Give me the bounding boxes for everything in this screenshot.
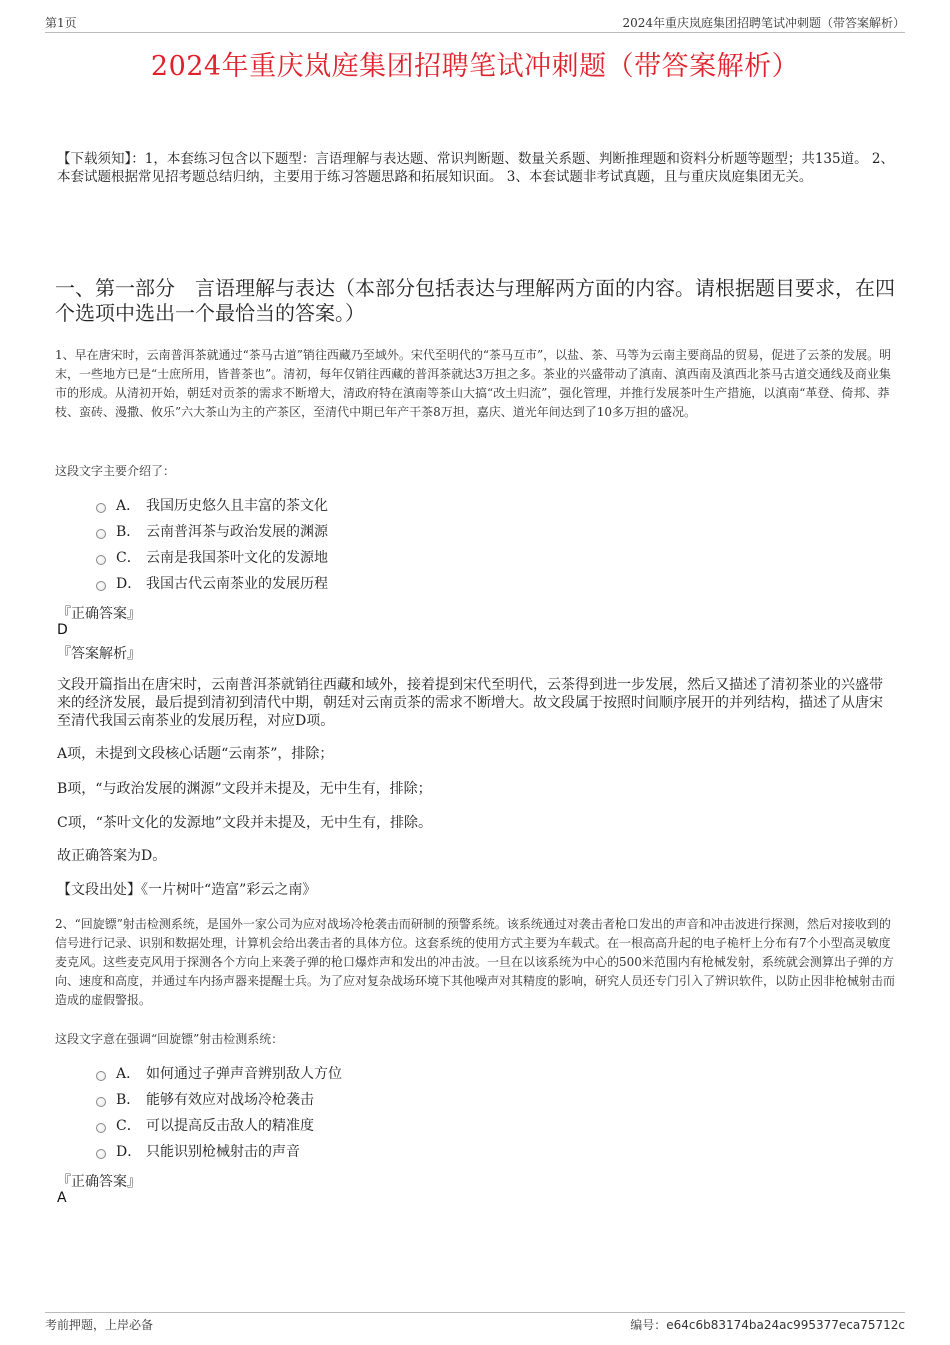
header-doc-title: 2024年重庆岚庭集团招聘笔试冲刺题（带答案解析） <box>622 16 905 30</box>
radio-icon[interactable] <box>96 1123 106 1133</box>
q1-analysis-tag: 『答案解析』 <box>57 646 141 662</box>
footer-divider <box>45 1312 905 1313</box>
header-divider <box>45 32 905 33</box>
radio-icon[interactable] <box>96 581 106 591</box>
q1-option-c[interactable] <box>96 548 328 568</box>
footer-code-label: 编号： <box>630 1318 667 1332</box>
q2-answer: A <box>57 1190 67 1206</box>
option-letter: B． <box>116 524 141 540</box>
option-text: 我国历史悠久且丰富的茶文化 <box>146 498 328 514</box>
q1-answer: D <box>57 622 68 638</box>
radio-icon[interactable] <box>96 555 106 565</box>
q2-option-c[interactable] <box>96 1116 314 1136</box>
q2-option-a[interactable] <box>96 1064 342 1084</box>
q1-analysis-main: 文段开篇指出在唐宋时，云南普洱茶就销往西藏和域外，接着提到宋代至明代，云茶得到进一步发展，然后又描述了清初茶业的兴盛带来的经济发展，最后提到清初到清代中期，朝廷对云南贡茶的需求不断增大。故文段属于按照时间顺序展开的并列结构，描述了从唐宋至清代我国云南茶业的发展历程，对应D项。 <box>57 677 883 729</box>
q1-option-b[interactable] <box>96 522 328 542</box>
radio-icon[interactable] <box>96 529 106 539</box>
question-1-prompt: 这段文字主要介绍了： <box>55 464 176 478</box>
q1-option-d[interactable] <box>96 574 328 594</box>
q1-conclusion: 故正确答案为D。 <box>57 848 167 864</box>
option-letter: A． <box>116 1066 141 1082</box>
q1-source: 【文段出处】《一片树叶“造富”彩云之南》 <box>57 882 317 898</box>
q2-answer-tag: 『正确答案』 <box>57 1174 141 1190</box>
radio-icon[interactable] <box>96 1071 106 1081</box>
option-text: 云南普洱茶与政治发展的渊源 <box>146 524 328 540</box>
question-1-text: 1、早在唐宋时，云南普洱茶就通过“茶马古道”销往西藏乃至域外。宋代至明代的“茶马互市”，以盐、茶、马等为云南主要商品的贸易，促进了云茶的发展。明末，一些地方已是“士庶所用，皆普茶也”。清初，每年仅销往西藏的普洱茶就达3万担之多。茶业的兴盛带动了滇南、滇西南及滇西北茶马古道交通线及商业集市的形成。从清初开始，朝廷对贡茶的需求不断增大，清政府特在滇南等茶山大搞“改土归流”，强化管理，并推行发展茶叶生产措施，以滇南“革登、倚邦、莽枝、蛮砖、漫撒、攸乐”六大茶山为主的产茶区，至清代中期已年产干茶8万担，嘉庆、道光年间达到了10多万担的盛况。 <box>55 348 892 419</box>
page-number: 第1页 <box>45 16 77 30</box>
option-text: 如何通过子弹声音辨别敌人方位 <box>146 1066 342 1082</box>
q1-answer-tag: 『正确答案』 <box>57 606 141 622</box>
radio-icon[interactable] <box>96 503 106 513</box>
q1-analysis-c: C项，“茶叶文化的发源地”文段并未提及，无中生有，排除。 <box>57 815 433 831</box>
footer-code-value: e64c6b83174ba24ac995377eca75712c <box>666 1318 905 1332</box>
option-letter: D． <box>116 1144 142 1160</box>
option-text: 我国古代云南茶业的发展历程 <box>146 576 328 592</box>
option-text: 能够有效应对战场冷枪袭击 <box>146 1092 314 1108</box>
section-heading: 一、第一部分 言语理解与表达（本部分包括表达与理解两方面的内容。请根据题目要求，在四个选项中选出一个最恰当的答案。） <box>55 276 895 325</box>
option-letter: D． <box>116 576 142 592</box>
footer-code <box>630 1316 905 1333</box>
q2-option-d[interactable] <box>96 1142 300 1162</box>
option-letter: B． <box>116 1092 141 1108</box>
q1-analysis-a: A项，未提到文段核心话题“云南茶”，排除； <box>57 746 334 762</box>
question-2-prompt: 这段文字意在强调“回旋镖”射击检测系统： <box>55 1032 284 1046</box>
radio-icon[interactable] <box>96 1149 106 1159</box>
radio-icon[interactable] <box>96 1097 106 1107</box>
download-notice: 【下载须知】：1，本套练习包含以下题型：言语理解与表达题、常识判断题、数量关系题、判断推理题和资料分析题等题型；共135道。 2、本套试题根据常见招考题总结归纳，主要用于练习答题思路和拓展知识面。 3、本套试题非考试真题，且与重庆岚庭集团无关。 <box>57 151 894 185</box>
q2-option-b[interactable] <box>96 1090 314 1110</box>
q1-option-a[interactable] <box>96 496 328 516</box>
option-text: 只能识别枪械射击的声音 <box>146 1144 300 1160</box>
option-letter: C． <box>116 1118 141 1134</box>
question-2-text: 2、“回旋镖”射击检测系统，是国外一家公司为应对战场冷枪袭击而研制的预警系统。该系统通过对袭击者枪口发出的声音和冲击波进行探测，然后对接收到的信号进行记录、识别和数据处理，计算机会给出袭击者的具体方位。这套系统的使用方式主要为车载式。在一根高高升起的电子桅杆上分布有7个小型高灵敏度麦克风。这些麦克风用于探测各个方向上来袭子弹的枪口爆炸声和发出的冲击波。一旦在以该系统为中心的500米范围内有枪械发射，系统就会测算出子弹的方向、速度和高度，并通过车内扬声器来提醒士兵。为了应对复杂战场环境下其他噪声对其精度的影响，研究人员还专门引入了辨识软件，以防止因非枪械射击而造成的虚假警报。 <box>55 917 896 1007</box>
q1-analysis-b: B项，“与政治发展的渊源”文段并未提及，无中生有，排除； <box>57 781 432 797</box>
option-letter: A． <box>116 498 141 514</box>
option-text: 可以提高反击敌人的精准度 <box>146 1118 314 1134</box>
footer-slogan: 考前押题，上岸必备 <box>45 1318 154 1332</box>
option-letter: C． <box>116 550 141 566</box>
document-title: 2024年重庆岚庭集团招聘笔试冲刺题（带答案解析） <box>150 51 800 82</box>
option-text: 云南是我国茶叶文化的发源地 <box>146 550 328 566</box>
